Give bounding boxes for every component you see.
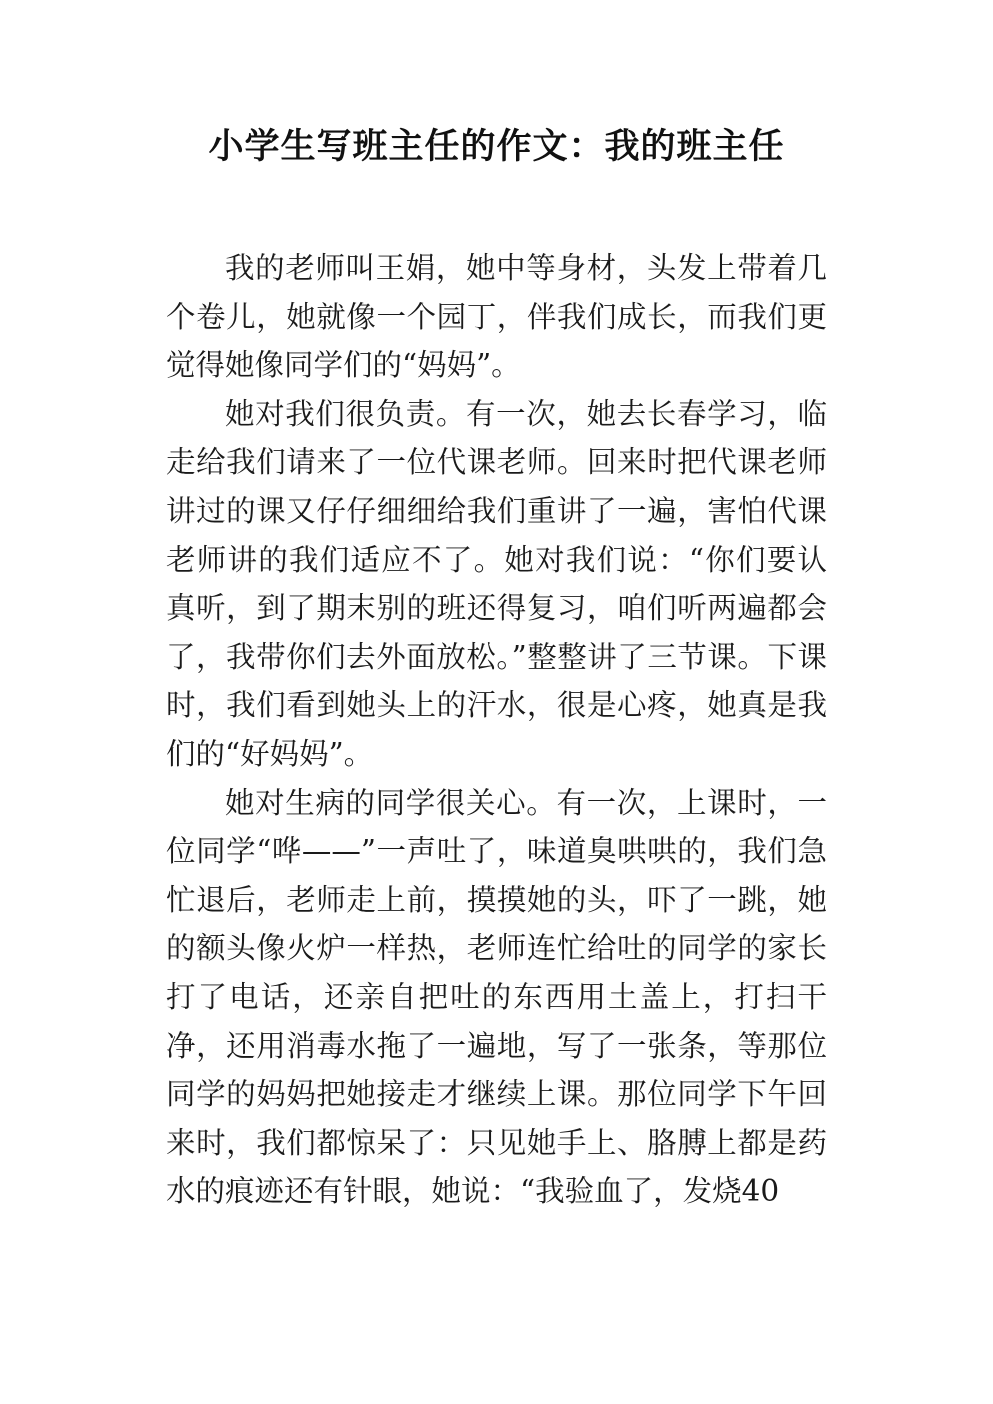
essay-body [166,244,827,1216]
paragraph-1: 我的老师叫王娟，她中等身材，头发上带着几个卷儿，她就像一个园丁，伴我们成长，而我们更觉得她像同学们的“妈妈”。 [166,251,827,383]
paragraph-3: 她对生病的同学很关心。有一次，上课时，一位同学“哗——”一声吐了，味道臭哄哄的，我们急忙退后，老师走上前，摸摸她的头，吓了一跳，她的额头像火炉一样热，老师连忙给吐的同学的家长打了电话，还亲自把吐的东西用土盖上，打扫干净，还用消毒水拖了一遍地，写了一张条，等那位同学的妈妈把她接走才继续上课。那位同学下午回来时，我们都惊呆了：只见她手上、胳膊上都是药水的痕迹还有针眼，她说：“我验血了，发烧40 [166,785,827,1209]
page-title: 小学生写班主任的作文：我的班主任 [208,127,785,167]
paragraph-2: 她对我们很负责。有一次，她去长春学习，临走给我们请来了一位代课老师。回来时把代课老师讲过的课又仔仔细细给我们重讲了一遍，害怕代课老师讲的我们适应不了。她对我们说：“你们要认真听，到了期末别的班还得复习，咱们听两遍都会了，我带你们去外面放松。”整整讲了三节课。下课时，我们看到她头上的汗水，很是心疼，她真是我们的“好妈妈”。 [166,396,827,771]
